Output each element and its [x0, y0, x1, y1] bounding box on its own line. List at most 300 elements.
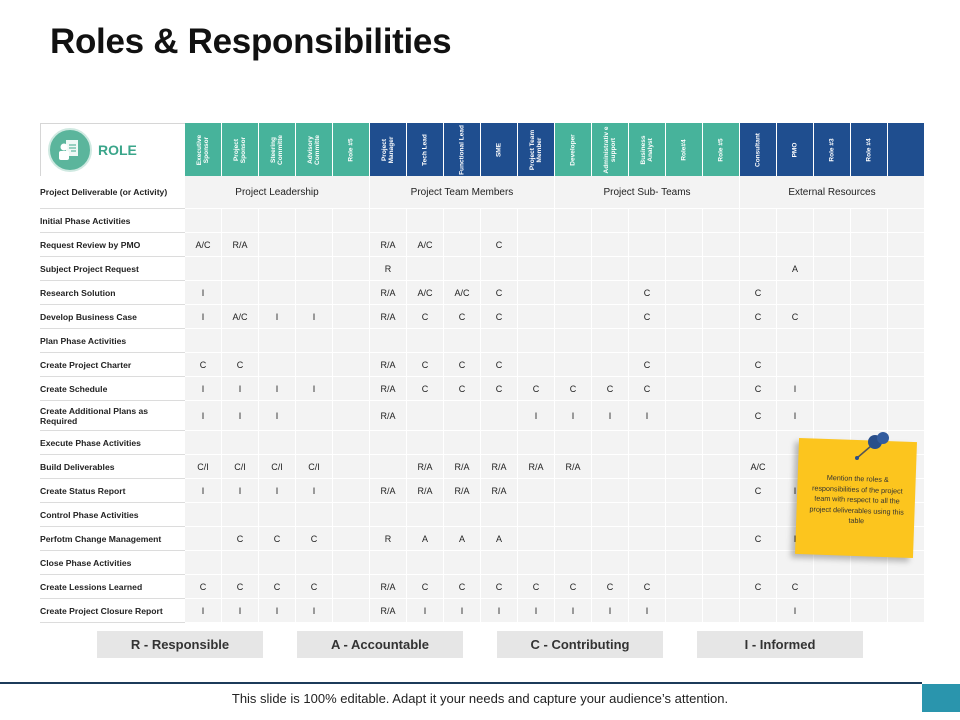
raci-cell: I — [222, 599, 259, 623]
role-column-header — [444, 123, 481, 176]
raci-cell: R — [370, 527, 407, 551]
raci-cell — [814, 401, 851, 431]
raci-cell — [296, 233, 333, 257]
table-row — [40, 209, 925, 233]
raci-table — [40, 123, 925, 623]
raci-cell — [629, 257, 666, 281]
raci-cell — [703, 455, 740, 479]
group-row — [40, 176, 925, 209]
raci-cell: A/C — [407, 281, 444, 305]
role-column-label: Business Analyst — [640, 135, 654, 164]
raci-cell: C — [740, 527, 777, 551]
raci-cell — [851, 257, 888, 281]
raci-cell: I — [259, 377, 296, 401]
raci-cell — [259, 233, 296, 257]
activity-label: Close Phase Activities — [40, 551, 185, 575]
raci-cell: R/A — [370, 479, 407, 503]
raci-cell — [481, 401, 518, 431]
raci-cell — [629, 329, 666, 353]
raci-cell — [666, 551, 703, 575]
raci-cell — [481, 551, 518, 575]
role-column-label: Advisory Committe — [307, 134, 321, 165]
group-row-label: Project Deliverable (or Activity) — [40, 176, 185, 209]
raci-cell: C — [555, 575, 592, 599]
raci-cell: I — [222, 479, 259, 503]
table-row — [40, 305, 925, 329]
activity-label: Plan Phase Activities — [40, 329, 185, 353]
raci-cell: R/A — [407, 455, 444, 479]
raci-cell — [592, 209, 629, 233]
role-column-label: Project Sponsor — [233, 136, 247, 163]
raci-cell — [814, 281, 851, 305]
raci-cell — [851, 353, 888, 377]
raci-cell — [888, 209, 925, 233]
raci-cell: C — [777, 305, 814, 329]
raci-cell — [222, 257, 259, 281]
raci-cell — [592, 233, 629, 257]
role-column-header — [629, 123, 666, 176]
raci-cell: C — [444, 575, 481, 599]
raci-cell: C — [481, 305, 518, 329]
group-project-sub-teams: Project Sub- Teams — [555, 176, 740, 209]
raci-cell — [296, 353, 333, 377]
raci-cell: C — [407, 575, 444, 599]
raci-cell: I — [185, 401, 222, 431]
raci-cell — [185, 209, 222, 233]
role-column-label: Project Manager — [381, 136, 395, 163]
group-external-resources: External Resources — [740, 176, 925, 209]
raci-cell — [888, 257, 925, 281]
raci-cell — [851, 281, 888, 305]
raci-cell — [259, 503, 296, 527]
raci-cell — [666, 281, 703, 305]
table-row — [40, 233, 925, 257]
role-column-header — [666, 123, 703, 176]
raci-cell — [444, 503, 481, 527]
raci-cell — [222, 503, 259, 527]
role-column-header — [407, 123, 444, 176]
raci-cell: I — [592, 401, 629, 431]
role-column-header — [259, 123, 296, 176]
role-column-header — [814, 123, 851, 176]
raci-cell: C — [481, 353, 518, 377]
raci-cell: C — [555, 377, 592, 401]
raci-cell: C — [740, 305, 777, 329]
raci-cell — [259, 281, 296, 305]
raci-cell: I — [444, 599, 481, 623]
raci-cell: C — [222, 575, 259, 599]
raci-cell: C — [592, 377, 629, 401]
raci-cell: R/A — [407, 479, 444, 503]
raci-cell — [407, 503, 444, 527]
raci-cell — [333, 479, 370, 503]
raci-cell — [666, 329, 703, 353]
raci-cell — [407, 209, 444, 233]
raci-cell — [444, 233, 481, 257]
role-column-header — [740, 123, 777, 176]
raci-cell — [666, 431, 703, 455]
raci-cell: I — [259, 305, 296, 329]
role-logo — [41, 128, 185, 172]
role-column-header — [888, 123, 925, 176]
raci-cell: I — [555, 599, 592, 623]
raci-cell: I — [592, 599, 629, 623]
raci-cell: I — [259, 599, 296, 623]
raci-cell: A — [481, 527, 518, 551]
raci-cell — [518, 281, 555, 305]
raci-cell: I — [777, 401, 814, 431]
table-row — [40, 503, 925, 527]
role-column-header — [555, 123, 592, 176]
activity-label: Research Solution — [40, 281, 185, 305]
raci-cell: I — [259, 479, 296, 503]
group-project-team-members: Project Team Members — [370, 176, 555, 209]
raci-cell — [185, 329, 222, 353]
raci-cell — [518, 551, 555, 575]
raci-cell — [333, 281, 370, 305]
raci-cell — [666, 527, 703, 551]
raci-cell — [740, 503, 777, 527]
role-column-label: Functional Lead — [458, 124, 466, 175]
raci-cell — [518, 353, 555, 377]
raci-cell — [740, 551, 777, 575]
role-column-header — [370, 123, 407, 176]
raci-cell: R/A — [444, 479, 481, 503]
raci-cell — [333, 431, 370, 455]
raci-cell — [444, 329, 481, 353]
pushpin-icon — [851, 428, 895, 468]
raci-cell — [703, 233, 740, 257]
raci-matrix — [40, 123, 925, 623]
raci-cell: C — [222, 527, 259, 551]
raci-cell: C — [259, 575, 296, 599]
raci-cell — [592, 503, 629, 527]
table-row — [40, 257, 925, 281]
role-column-header — [851, 123, 888, 176]
raci-cell — [259, 257, 296, 281]
raci-cell: A — [444, 527, 481, 551]
raci-cell: A — [777, 257, 814, 281]
table-row — [40, 401, 925, 431]
raci-cell — [740, 599, 777, 623]
raci-cell: C — [740, 377, 777, 401]
raci-cell — [481, 431, 518, 455]
raci-cell: I — [185, 377, 222, 401]
activity-label: Create Project Charter — [40, 353, 185, 377]
raci-cell: R/A — [555, 455, 592, 479]
raci-cell: I — [629, 599, 666, 623]
raci-cell — [888, 599, 925, 623]
raci-cell — [888, 575, 925, 599]
raci-cell — [666, 401, 703, 431]
raci-cell — [703, 257, 740, 281]
raci-cell: C — [592, 575, 629, 599]
raci-cell: I — [296, 599, 333, 623]
raci-cell — [851, 377, 888, 401]
raci-cell — [296, 503, 333, 527]
raci-cell — [333, 551, 370, 575]
legend-accountable: A - Accountable — [297, 631, 463, 658]
raci-cell: C — [407, 305, 444, 329]
raci-cell — [296, 551, 333, 575]
raci-cell — [185, 503, 222, 527]
raci-cell — [518, 257, 555, 281]
raci-cell — [851, 305, 888, 329]
raci-cell: R/A — [481, 479, 518, 503]
raci-cell — [222, 281, 259, 305]
raci-cell — [296, 431, 333, 455]
raci-cell: A/C — [185, 233, 222, 257]
role-column-header — [777, 123, 814, 176]
activity-label: Develop Business Case — [40, 305, 185, 329]
activity-label: Create Lessions Learned — [40, 575, 185, 599]
role-column-label: Role #5 — [347, 137, 355, 162]
raci-cell — [370, 455, 407, 479]
raci-cell — [518, 233, 555, 257]
raci-cell: C — [629, 353, 666, 377]
raci-cell — [851, 401, 888, 431]
role-people-icon — [48, 128, 92, 172]
role-header-row — [40, 123, 925, 176]
raci-cell — [333, 455, 370, 479]
raci-cell — [814, 257, 851, 281]
activity-label: Create Additional Plans as Required — [40, 401, 185, 431]
raci-cell: C — [185, 353, 222, 377]
raci-cell — [740, 233, 777, 257]
raci-cell: I — [777, 599, 814, 623]
table-row — [40, 431, 925, 455]
raci-cell — [703, 401, 740, 431]
raci-cell: I — [296, 377, 333, 401]
activity-label: Request Review by PMO — [40, 233, 185, 257]
raci-cell: C — [629, 305, 666, 329]
legend-informed: I - Informed — [697, 631, 863, 658]
footer-divider — [0, 682, 922, 684]
table-row — [40, 281, 925, 305]
sticky-note — [797, 428, 919, 560]
role-column-label: Developer — [569, 133, 577, 166]
raci-cell: I — [185, 281, 222, 305]
raci-cell — [888, 233, 925, 257]
raci-cell — [333, 401, 370, 431]
raci-cell — [851, 233, 888, 257]
role-column-label: Role #4 — [865, 137, 873, 162]
raci-cell — [407, 551, 444, 575]
raci-cell: C — [259, 527, 296, 551]
raci-cell: C — [777, 575, 814, 599]
raci-cell: C — [740, 575, 777, 599]
raci-cell — [666, 377, 703, 401]
raci-cell: C — [444, 353, 481, 377]
role-header-cell — [40, 123, 185, 176]
activity-label: Control Phase Activities — [40, 503, 185, 527]
raci-cell — [555, 329, 592, 353]
raci-cell: R/A — [370, 377, 407, 401]
raci-cell: C/I — [296, 455, 333, 479]
raci-cell: I — [629, 401, 666, 431]
raci-cell: C — [629, 281, 666, 305]
raci-cell — [370, 551, 407, 575]
raci-cell: I — [777, 479, 814, 503]
raci-cell — [777, 233, 814, 257]
raci-cell — [666, 599, 703, 623]
raci-cell: C — [629, 575, 666, 599]
raci-cell: C — [481, 233, 518, 257]
raci-cell — [814, 353, 851, 377]
raci-cell — [185, 527, 222, 551]
raci-cell: C — [481, 575, 518, 599]
raci-cell — [259, 431, 296, 455]
raci-cell — [592, 257, 629, 281]
raci-cell — [592, 431, 629, 455]
raci-cell — [370, 209, 407, 233]
raci-cell — [518, 479, 555, 503]
table-row — [40, 575, 925, 599]
raci-cell — [592, 281, 629, 305]
raci-cell — [518, 431, 555, 455]
raci-cell — [740, 209, 777, 233]
raci-cell: R/A — [370, 305, 407, 329]
group-project-leadership: Project Leadership — [185, 176, 370, 209]
role-column-header — [185, 123, 222, 176]
activity-label: Initial Phase Activities — [40, 209, 185, 233]
raci-cell — [888, 353, 925, 377]
activity-label: Create Status Report — [40, 479, 185, 503]
raci-cell — [296, 257, 333, 281]
raci-cell: I — [555, 401, 592, 431]
role-column-header — [333, 123, 370, 176]
raci-cell — [555, 353, 592, 377]
raci-cell — [185, 257, 222, 281]
raci-cell: R/A — [370, 281, 407, 305]
raci-cell — [481, 257, 518, 281]
legend-contributing: C - Contributing — [497, 631, 663, 658]
raci-cell — [555, 431, 592, 455]
raci-cell — [296, 329, 333, 353]
role-column-label: Role#4 — [680, 138, 688, 161]
activity-label: Perfotm Change Management — [40, 527, 185, 551]
raci-cell — [703, 305, 740, 329]
raci-cell: R/A — [481, 455, 518, 479]
raci-cell: C — [629, 377, 666, 401]
raci-cell — [592, 551, 629, 575]
raci-cell — [851, 575, 888, 599]
raci-cell — [592, 455, 629, 479]
role-column-header — [703, 123, 740, 176]
raci-cell — [629, 479, 666, 503]
activity-label: Build Deliverables — [40, 455, 185, 479]
raci-cell — [333, 209, 370, 233]
raci-cell — [888, 305, 925, 329]
raci-cell — [444, 401, 481, 431]
activity-label: Create Project Closure Report — [40, 599, 185, 623]
raci-cell — [296, 209, 333, 233]
raci-cell: C — [185, 575, 222, 599]
raci-cell — [444, 209, 481, 233]
raci-cell: A/C — [407, 233, 444, 257]
raci-cell — [481, 329, 518, 353]
raci-cell: I — [518, 599, 555, 623]
raci-cell — [666, 305, 703, 329]
role-column-label: SME — [495, 142, 503, 157]
raci-cell — [555, 233, 592, 257]
raci-cell: R/A — [370, 233, 407, 257]
raci-cell: C — [740, 353, 777, 377]
raci-cell — [333, 575, 370, 599]
raci-cell: C — [481, 377, 518, 401]
raci-cell — [814, 209, 851, 233]
raci-cell — [666, 209, 703, 233]
raci-cell — [629, 503, 666, 527]
role-column-label: Steering Committe — [270, 134, 284, 165]
raci-cell — [740, 329, 777, 353]
raci-cell — [629, 527, 666, 551]
raci-cell: A/C — [222, 305, 259, 329]
raci-cell — [851, 209, 888, 233]
raci-cell — [777, 329, 814, 353]
raci-cell — [703, 599, 740, 623]
raci-cell — [703, 503, 740, 527]
raci-cell — [888, 401, 925, 431]
raci-cell: C — [740, 401, 777, 431]
raci-cell — [888, 281, 925, 305]
footer-text: This slide is 100% editable. Adapt it your needs and capture your audience’s attention. — [231, 691, 729, 706]
raci-cell — [777, 209, 814, 233]
raci-cell — [555, 551, 592, 575]
raci-cell — [444, 257, 481, 281]
raci-cell: C — [407, 353, 444, 377]
raci-cell: I — [777, 377, 814, 401]
raci-cell: R/A — [518, 455, 555, 479]
raci-cell: I — [296, 479, 333, 503]
raci-cell — [666, 233, 703, 257]
raci-cell — [666, 353, 703, 377]
raci-cell: C — [481, 281, 518, 305]
raci-cell — [370, 329, 407, 353]
raci-cell: I — [185, 479, 222, 503]
raci-cell — [703, 551, 740, 575]
raci-cell — [333, 503, 370, 527]
raci-cell — [333, 377, 370, 401]
role-column-label: Administrativ e support — [603, 126, 617, 173]
role-column-label: Tech Lead — [421, 133, 429, 166]
raci-cell — [777, 353, 814, 377]
raci-cell — [703, 479, 740, 503]
raci-cell: C/I — [259, 455, 296, 479]
raci-cell — [518, 527, 555, 551]
raci-cell — [518, 305, 555, 329]
role-column-header — [518, 123, 555, 176]
raci-cell — [666, 455, 703, 479]
raci-cell: C — [444, 305, 481, 329]
legend — [0, 631, 960, 658]
legend-responsible: R - Responsible — [97, 631, 263, 658]
raci-cell — [185, 431, 222, 455]
raci-cell — [222, 209, 259, 233]
raci-cell — [740, 257, 777, 281]
raci-cell — [666, 479, 703, 503]
raci-cell — [592, 527, 629, 551]
raci-cell — [629, 551, 666, 575]
raci-cell — [222, 431, 259, 455]
raci-cell — [629, 455, 666, 479]
role-column-label: Consultant — [754, 132, 762, 167]
raci-cell — [666, 503, 703, 527]
raci-cell — [703, 353, 740, 377]
raci-cell — [703, 209, 740, 233]
raci-cell — [185, 551, 222, 575]
raci-cell — [407, 431, 444, 455]
